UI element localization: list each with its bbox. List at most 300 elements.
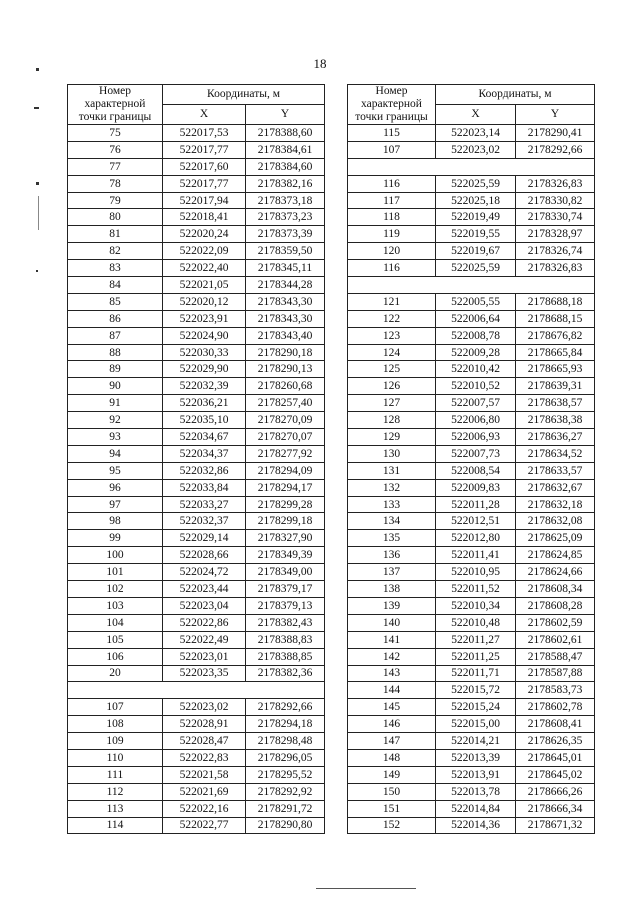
y-cell: 2178665,93 [516, 361, 595, 378]
x-cell: 522011,71 [436, 665, 516, 682]
coordinates-table-left [67, 84, 325, 834]
y-cell: 2178382,16 [246, 175, 325, 192]
y-cell: 2178326,74 [516, 243, 595, 260]
table-row [68, 648, 325, 665]
table-row [348, 631, 595, 648]
footer-line [316, 888, 416, 889]
y-cell: 2178270,09 [246, 412, 325, 429]
table-body [68, 125, 325, 834]
point-number-cell: 82 [68, 243, 163, 260]
point-number-cell: 107 [68, 699, 163, 716]
x-cell: 522012,80 [436, 530, 516, 547]
page-number: 18 [313, 56, 327, 71]
y-cell: 2178257,40 [246, 395, 325, 412]
x-cell: 522019,49 [436, 209, 516, 226]
y-cell: 2178608,34 [516, 581, 595, 598]
table-row [348, 395, 595, 412]
blank-separator-cell [68, 682, 325, 699]
y-cell: 2178290,13 [246, 361, 325, 378]
y-cell: 2178625,09 [516, 530, 595, 547]
x-cell: 522036,21 [163, 395, 246, 412]
scan-mark [36, 68, 39, 71]
x-cell: 522009,83 [436, 479, 516, 496]
table-row [68, 462, 325, 479]
y-cell: 2178638,38 [516, 412, 595, 429]
point-number-cell: 102 [68, 581, 163, 598]
table-row [68, 158, 325, 175]
table-row [348, 277, 595, 294]
table-row [68, 479, 325, 496]
y-cell: 2178296,05 [246, 749, 325, 766]
y-cell: 2178645,02 [516, 766, 595, 783]
x-cell: 522005,55 [436, 293, 516, 310]
point-number-cell: 87 [68, 327, 163, 344]
blank-separator-cell [348, 277, 595, 294]
point-number-cell: 93 [68, 429, 163, 446]
table-body [348, 125, 595, 834]
y-cell: 2178326,83 [516, 260, 595, 277]
y-cell: 2178688,18 [516, 293, 595, 310]
point-number-cell: 136 [348, 547, 436, 564]
x-cell: 522022,83 [163, 749, 246, 766]
x-cell: 522017,60 [163, 158, 246, 175]
point-number-cell: 107 [348, 141, 436, 158]
point-number-cell: 118 [348, 209, 436, 226]
y-cell: 2178373,18 [246, 192, 325, 209]
x-cell: 522025,59 [436, 260, 516, 277]
x-cell: 522006,64 [436, 310, 516, 327]
table-row [68, 125, 325, 142]
x-cell: 522022,40 [163, 260, 246, 277]
x-cell: 522022,77 [163, 817, 246, 834]
point-number-cell: 109 [68, 733, 163, 750]
point-number-cell: 146 [348, 716, 436, 733]
x-cell: 522032,39 [163, 378, 246, 395]
y-cell: 2178388,60 [246, 125, 325, 142]
table-row [348, 344, 595, 361]
point-number-cell: 144 [348, 682, 436, 699]
table-row [348, 665, 595, 682]
x-cell: 522011,27 [436, 631, 516, 648]
point-number-cell: 124 [348, 344, 436, 361]
x-cell: 522012,51 [436, 513, 516, 530]
x-cell: 522011,28 [436, 496, 516, 513]
x-header: X [163, 105, 246, 125]
y-cell: 2178632,18 [516, 496, 595, 513]
x-cell: 522024,72 [163, 564, 246, 581]
scan-mark [36, 270, 38, 272]
point-number-cell: 80 [68, 209, 163, 226]
y-cell: 2178602,78 [516, 699, 595, 716]
point-number-cell: 84 [68, 277, 163, 294]
x-cell: 522010,95 [436, 564, 516, 581]
x-cell: 522029,14 [163, 530, 246, 547]
table-row [348, 226, 595, 243]
table-row [68, 310, 325, 327]
scan-mark [36, 182, 39, 185]
table-row [68, 412, 325, 429]
point-number-cell: 100 [68, 547, 163, 564]
y-header: Y [516, 105, 595, 125]
table-row [68, 513, 325, 530]
x-cell: 522013,78 [436, 783, 516, 800]
table-row [348, 158, 595, 175]
y-cell: 2178608,41 [516, 716, 595, 733]
x-cell: 522019,67 [436, 243, 516, 260]
x-cell: 522035,10 [163, 412, 246, 429]
point-number-cell: 76 [68, 141, 163, 158]
table-row [68, 277, 325, 294]
y-cell: 2178277,92 [246, 445, 325, 462]
x-cell: 522011,41 [436, 547, 516, 564]
y-cell: 2178639,31 [516, 378, 595, 395]
x-cell: 522008,78 [436, 327, 516, 344]
y-cell: 2178632,67 [516, 479, 595, 496]
table-row [348, 581, 595, 598]
table-row [348, 530, 595, 547]
point-number-cell: 151 [348, 800, 436, 817]
table-row [68, 716, 325, 733]
y-cell: 2178388,83 [246, 631, 325, 648]
y-cell: 2178292,66 [246, 699, 325, 716]
y-cell: 2178587,88 [516, 665, 595, 682]
point-number-cell: 120 [348, 243, 436, 260]
point-number-cell: 126 [348, 378, 436, 395]
table-row [68, 141, 325, 158]
y-cell: 2178330,74 [516, 209, 595, 226]
x-cell: 522025,59 [436, 175, 516, 192]
y-cell: 2178291,72 [246, 800, 325, 817]
y-cell: 2178345,11 [246, 260, 325, 277]
y-cell: 2178292,92 [246, 783, 325, 800]
table-row [348, 243, 595, 260]
table-row [68, 817, 325, 834]
point-number-cell: 95 [68, 462, 163, 479]
x-cell: 522013,39 [436, 749, 516, 766]
table-row [348, 699, 595, 716]
y-cell: 2178665,84 [516, 344, 595, 361]
point-number-cell: 112 [68, 783, 163, 800]
x-cell: 522034,37 [163, 445, 246, 462]
y-cell: 2178583,73 [516, 682, 595, 699]
table-row [348, 209, 595, 226]
x-cell: 522023,02 [436, 141, 516, 158]
table-row [348, 648, 595, 665]
coordinates-header: Координаты, м [436, 85, 595, 105]
point-number-cell: 83 [68, 260, 163, 277]
y-cell: 2178602,61 [516, 631, 595, 648]
x-cell: 522034,67 [163, 429, 246, 446]
point-number-cell: 75 [68, 125, 163, 142]
point-number-cell: 139 [348, 597, 436, 614]
table-row [348, 462, 595, 479]
table-row [68, 445, 325, 462]
table-row [348, 445, 595, 462]
x-cell: 522022,86 [163, 614, 246, 631]
point-number-cell: 133 [348, 496, 436, 513]
table-row [348, 800, 595, 817]
x-cell: 522017,94 [163, 192, 246, 209]
table-row [68, 175, 325, 192]
table-row [348, 429, 595, 446]
point-number-cell: 86 [68, 310, 163, 327]
point-number-cell: 89 [68, 361, 163, 378]
y-cell: 2178666,34 [516, 800, 595, 817]
x-cell: 522032,86 [163, 462, 246, 479]
x-cell: 522028,47 [163, 733, 246, 750]
y-cell: 2178344,28 [246, 277, 325, 294]
point-number-cell: 111 [68, 766, 163, 783]
table-row [68, 665, 325, 682]
y-cell: 2178636,27 [516, 429, 595, 446]
point-number-header: Номер характерной точки границы [68, 85, 163, 125]
point-number-cell: 137 [348, 564, 436, 581]
table-row [348, 412, 595, 429]
point-number-cell: 150 [348, 783, 436, 800]
y-cell: 2178292,66 [516, 141, 595, 158]
y-cell: 2178270,07 [246, 429, 325, 446]
x-cell: 522033,84 [163, 479, 246, 496]
table-row [348, 175, 595, 192]
y-cell: 2178602,59 [516, 614, 595, 631]
table-row [68, 226, 325, 243]
table-row [68, 749, 325, 766]
y-cell: 2178632,08 [516, 513, 595, 530]
y-header: Y [246, 105, 325, 125]
y-cell: 2178384,60 [246, 158, 325, 175]
point-number-cell: 96 [68, 479, 163, 496]
point-number-cell: 135 [348, 530, 436, 547]
x-cell: 522017,77 [163, 141, 246, 158]
point-number-cell: 132 [348, 479, 436, 496]
y-cell: 2178359,50 [246, 243, 325, 260]
point-number-cell: 94 [68, 445, 163, 462]
point-number-cell: 134 [348, 513, 436, 530]
x-cell: 522015,00 [436, 716, 516, 733]
point-number-cell: 79 [68, 192, 163, 209]
y-cell: 2178666,26 [516, 783, 595, 800]
point-number-cell: 127 [348, 395, 436, 412]
point-number-cell: 138 [348, 581, 436, 598]
table-row [68, 327, 325, 344]
point-number-cell: 119 [348, 226, 436, 243]
x-cell: 522025,18 [436, 192, 516, 209]
x-cell: 522024,90 [163, 327, 246, 344]
table-row [348, 597, 595, 614]
x-cell: 522006,93 [436, 429, 516, 446]
x-cell: 522022,16 [163, 800, 246, 817]
point-number-cell: 128 [348, 412, 436, 429]
table-row [348, 361, 595, 378]
table-row [348, 766, 595, 783]
x-cell: 522023,01 [163, 648, 246, 665]
x-cell: 522011,52 [436, 581, 516, 598]
table-row [68, 361, 325, 378]
x-cell: 522022,49 [163, 631, 246, 648]
point-number-cell: 141 [348, 631, 436, 648]
table-row [348, 564, 595, 581]
point-number-cell: 145 [348, 699, 436, 716]
point-number-cell: 147 [348, 733, 436, 750]
x-cell: 522021,58 [163, 766, 246, 783]
point-number-cell: 78 [68, 175, 163, 192]
table-row [348, 125, 595, 142]
point-number-cell: 90 [68, 378, 163, 395]
x-cell: 522019,55 [436, 226, 516, 243]
y-cell: 2178379,13 [246, 597, 325, 614]
table-row [348, 192, 595, 209]
table-row [348, 496, 595, 513]
y-cell: 2178343,40 [246, 327, 325, 344]
x-cell: 522017,77 [163, 175, 246, 192]
y-cell: 2178382,43 [246, 614, 325, 631]
table-row [68, 699, 325, 716]
x-cell: 522029,90 [163, 361, 246, 378]
x-cell: 522010,52 [436, 378, 516, 395]
x-cell: 522018,41 [163, 209, 246, 226]
x-cell: 522015,72 [436, 682, 516, 699]
y-cell: 2178379,17 [246, 581, 325, 598]
y-cell: 2178634,52 [516, 445, 595, 462]
x-cell: 522022,09 [163, 243, 246, 260]
y-cell: 2178624,85 [516, 547, 595, 564]
x-cell: 522008,54 [436, 462, 516, 479]
point-number-cell: 149 [348, 766, 436, 783]
table-row [348, 513, 595, 530]
x-cell: 522015,24 [436, 699, 516, 716]
point-number-cell: 121 [348, 293, 436, 310]
table-row [68, 564, 325, 581]
y-cell: 2178343,30 [246, 310, 325, 327]
point-number-cell: 105 [68, 631, 163, 648]
table-row [68, 260, 325, 277]
table-row [348, 141, 595, 158]
x-cell: 522010,42 [436, 361, 516, 378]
table-row [68, 293, 325, 310]
table-row [348, 817, 595, 834]
point-number-cell: 129 [348, 429, 436, 446]
y-cell: 2178626,35 [516, 733, 595, 750]
y-cell: 2178638,57 [516, 395, 595, 412]
table-row [348, 293, 595, 310]
x-cell: 522017,53 [163, 125, 246, 142]
y-cell: 2178676,82 [516, 327, 595, 344]
point-number-cell: 152 [348, 817, 436, 834]
y-cell: 2178373,23 [246, 209, 325, 226]
point-number-cell: 142 [348, 648, 436, 665]
x-cell: 522007,57 [436, 395, 516, 412]
point-number-cell: 85 [68, 293, 163, 310]
table-row [68, 733, 325, 750]
table-row [68, 547, 325, 564]
x-cell: 522006,80 [436, 412, 516, 429]
table-row [68, 378, 325, 395]
table-row [68, 192, 325, 209]
table-row [68, 209, 325, 226]
table-row [348, 378, 595, 395]
point-number-cell: 103 [68, 597, 163, 614]
point-number-cell: 148 [348, 749, 436, 766]
y-cell: 2178299,28 [246, 496, 325, 513]
point-number-cell: 114 [68, 817, 163, 834]
x-header: X [436, 105, 516, 125]
y-cell: 2178328,97 [516, 226, 595, 243]
y-cell: 2178624,66 [516, 564, 595, 581]
table-row [68, 766, 325, 783]
table-row [68, 783, 325, 800]
table-row [68, 800, 325, 817]
x-cell: 522023,04 [163, 597, 246, 614]
point-number-cell: 115 [348, 125, 436, 142]
scan-mark [38, 196, 39, 230]
y-cell: 2178349,00 [246, 564, 325, 581]
blank-separator-cell [348, 158, 595, 175]
point-number-cell: 98 [68, 513, 163, 530]
coordinates-table-right [347, 84, 595, 834]
y-cell: 2178330,82 [516, 192, 595, 209]
x-cell: 522014,84 [436, 800, 516, 817]
x-cell: 522023,91 [163, 310, 246, 327]
y-cell: 2178294,18 [246, 716, 325, 733]
y-cell: 2178327,90 [246, 530, 325, 547]
point-number-cell: 20 [68, 665, 163, 682]
point-number-cell: 122 [348, 310, 436, 327]
table-row [348, 547, 595, 564]
y-cell: 2178384,61 [246, 141, 325, 158]
table-row [348, 310, 595, 327]
point-number-cell: 123 [348, 327, 436, 344]
x-cell: 522030,33 [163, 344, 246, 361]
point-number-cell: 125 [348, 361, 436, 378]
x-cell: 522011,25 [436, 648, 516, 665]
scan-mark [34, 107, 39, 109]
x-cell: 522032,37 [163, 513, 246, 530]
point-number-cell: 91 [68, 395, 163, 412]
table-row [348, 327, 595, 344]
point-number-header: Номер характерной точки границы [348, 85, 436, 125]
y-cell: 2178373,39 [246, 226, 325, 243]
table-row [348, 749, 595, 766]
table-row [68, 614, 325, 631]
table-row [348, 260, 595, 277]
point-number-cell: 116 [348, 175, 436, 192]
y-cell: 2178295,52 [246, 766, 325, 783]
x-cell: 522010,34 [436, 597, 516, 614]
point-number-cell: 92 [68, 412, 163, 429]
x-cell: 522023,35 [163, 665, 246, 682]
x-cell: 522013,91 [436, 766, 516, 783]
y-cell: 2178299,18 [246, 513, 325, 530]
table-row [68, 344, 325, 361]
x-cell: 522010,48 [436, 614, 516, 631]
table-row [348, 479, 595, 496]
point-number-cell: 99 [68, 530, 163, 547]
y-cell: 2178349,39 [246, 547, 325, 564]
y-cell: 2178645,01 [516, 749, 595, 766]
x-cell: 522014,36 [436, 817, 516, 834]
table-row [348, 682, 595, 699]
table-row [68, 496, 325, 513]
point-number-cell: 116 [348, 260, 436, 277]
y-cell: 2178326,83 [516, 175, 595, 192]
y-cell: 2178388,85 [246, 648, 325, 665]
point-number-cell: 143 [348, 665, 436, 682]
x-cell: 522020,12 [163, 293, 246, 310]
x-cell: 522023,02 [163, 699, 246, 716]
y-cell: 2178671,32 [516, 817, 595, 834]
point-number-cell: 113 [68, 800, 163, 817]
table-row [68, 429, 325, 446]
